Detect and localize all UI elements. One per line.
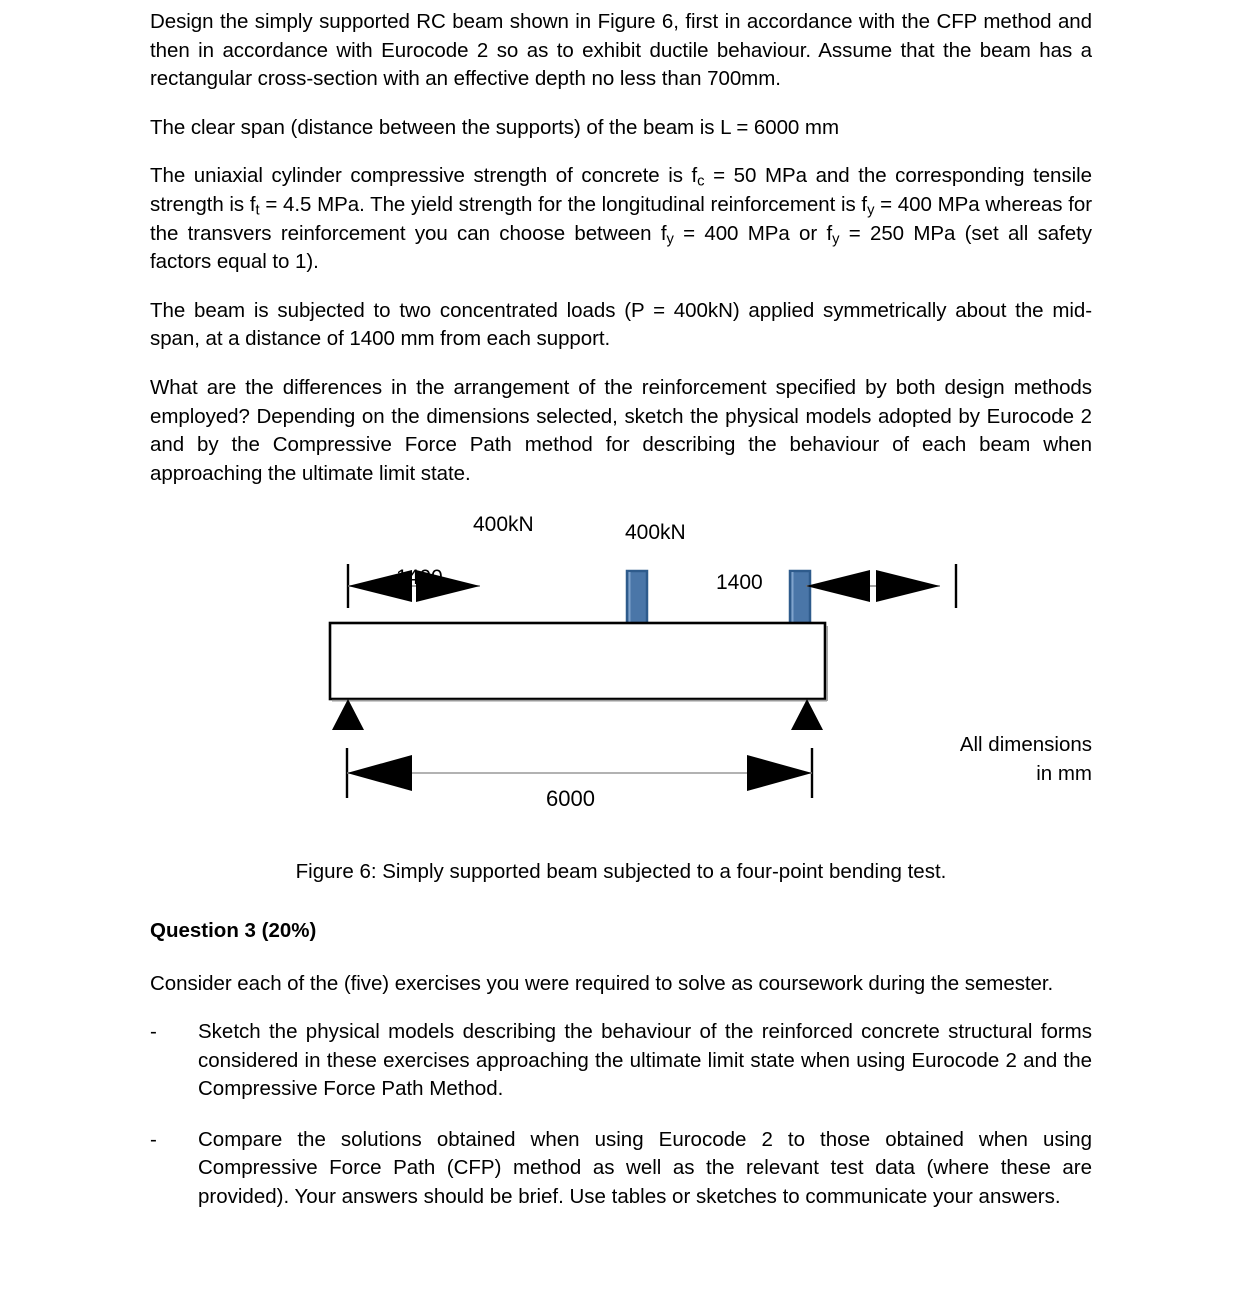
support-left-icon xyxy=(332,699,364,730)
units-note-line-2: in mm xyxy=(1036,762,1092,786)
subscript-y-1: y xyxy=(867,202,875,219)
label-load-right: 400kN xyxy=(625,521,686,545)
list-item-text: Compare the solutions obtained when using Eurocode 2 to those obtained when using Compressive Force Path (CFP) method as well as the relevant test data (where these are provided). Your answers should be brief. Use tables or sketches to communicate your answers. xyxy=(198,1127,1092,1209)
subscript-y-3: y xyxy=(832,231,840,248)
document-content xyxy=(150,0,1092,1234)
list-item xyxy=(150,1126,1092,1212)
materials-text-3: = 4.5 MPa. The yield strength for the longitudinal reinforcement is f xyxy=(259,192,868,216)
label-units-note xyxy=(900,730,1092,788)
paragraph-intro: Design the simply supported RC beam shown in Figure 6, first in accordance with the CFP method and then in accordance with Eurocode 2 so as to exhibit ductile behaviour. Assume that the beam has a rectangular cross-section with an effective depth no less than 700mm. xyxy=(150,10,1092,91)
list-item-text: Sketch the physical models describing the behaviour of the reinforced concrete structural forms considered in these exercises approaching the ultimate limit state when using Eurocode 2 and the Compressive Force Path Method. xyxy=(198,1020,1092,1101)
question-intro: Consider each of the (five) exercises you were required to solve as coursework during the semester. xyxy=(150,971,1054,995)
label-dimension-right: 1400 xyxy=(716,571,763,595)
figure-caption: Figure 6: Simply supported beam subjected to a four-point bending test. xyxy=(295,860,947,884)
label-load-left: 400kN xyxy=(473,513,534,537)
materials-text-6: = 250 MPa (set all safety factors equal to 1). xyxy=(150,221,1093,274)
beam-diagram-svg xyxy=(150,508,1092,858)
paragraph-materials xyxy=(150,162,1092,276)
subscript-c: c xyxy=(697,174,705,191)
bullet-dash-marker: - xyxy=(150,1127,157,1151)
materials-text-5: = 400 MPa or f xyxy=(673,221,833,245)
label-dimension-span: 6000 xyxy=(546,786,595,812)
question-bullet-list xyxy=(150,1018,1092,1212)
paragraph-loads: The beam is subjected to two concentrated loads (P = 400kN) applied symmetrically about the mid-span, at a distance of 1400 mm from each support. xyxy=(150,298,1092,351)
list-item xyxy=(150,1018,1092,1104)
question-heading: Question 3 (20%) xyxy=(150,918,317,942)
materials-text-2: = 50 MPa and the corresponding tensile strength is f xyxy=(150,164,1092,216)
bullet-dash-marker: - xyxy=(150,1020,157,1044)
subscript-y-2: y xyxy=(666,231,674,248)
paragraph-question: What are the differences in the arrangement of the reinforcement specified by both design methods employed? Depending on the dimensions selected, sketch the physical models adopted by Eurocode 2 and by the Compressive Force Path method for describing the behaviour of each beam when approaching the ultimate limit state. xyxy=(150,375,1092,485)
label-dimension-left: 1400 xyxy=(396,566,443,590)
materials-text-4: = 400 MPa whereas for the transvers reinforcement you can choose between f xyxy=(150,192,1092,245)
subscript-t: t xyxy=(255,202,260,219)
beam-body xyxy=(330,623,825,699)
figure-6 xyxy=(150,508,1092,858)
materials-text-1: The uniaxial cylinder compressive strength of concrete is f xyxy=(150,164,698,188)
paragraph-span: The clear span (distance between the supports) of the beam is L = 6000 mm xyxy=(150,115,839,139)
dimension-right-1400 xyxy=(806,564,956,608)
support-right-icon xyxy=(791,699,823,730)
units-note-line-1: All dimensions xyxy=(959,733,1092,757)
